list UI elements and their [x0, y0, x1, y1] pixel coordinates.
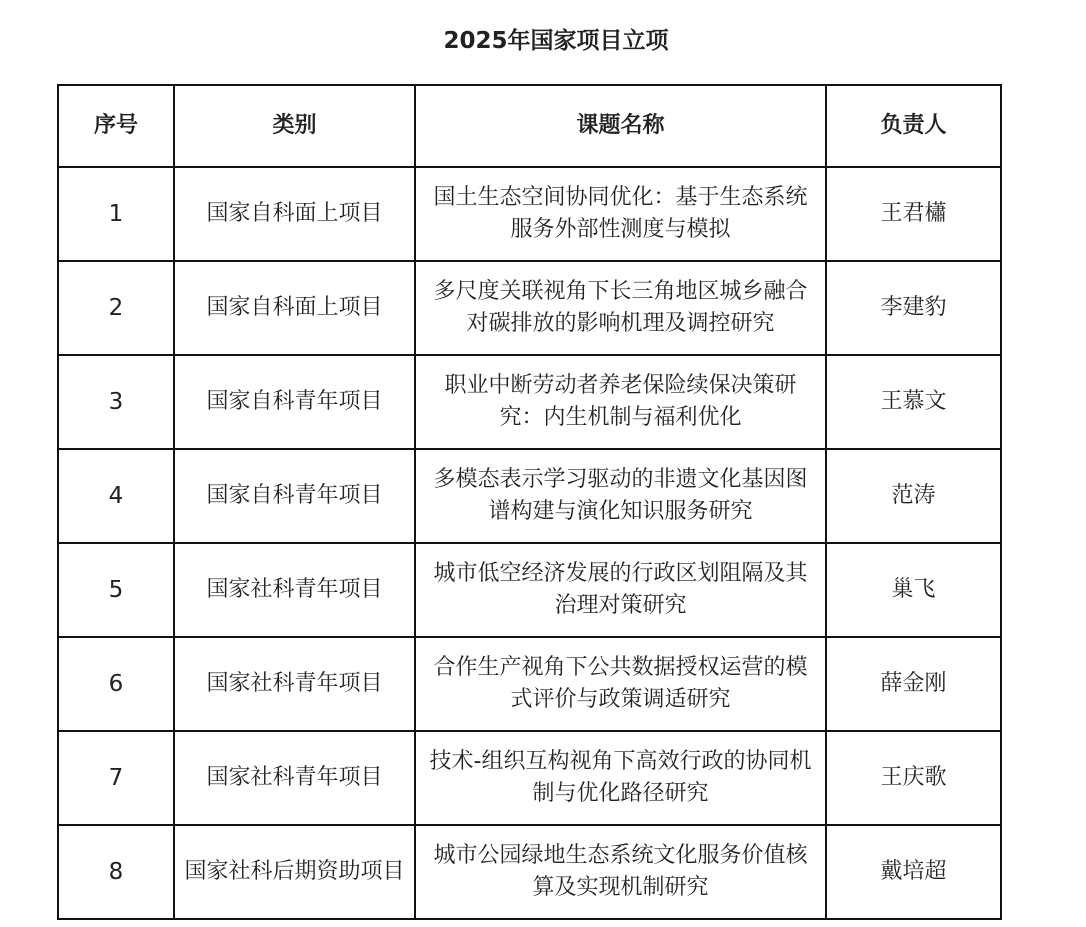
- row-leader: 王慕文: [826, 355, 1001, 449]
- table-row: [58, 167, 1001, 261]
- table-row: [58, 261, 1001, 355]
- table-row: [58, 731, 1001, 825]
- row-leader: 王庆歌: [826, 731, 1001, 825]
- table-row: [58, 825, 1001, 919]
- header-leader: 负责人: [826, 85, 1001, 167]
- row-index: 1: [58, 167, 174, 261]
- project-table: [57, 84, 1002, 920]
- row-leader: 李建豹: [826, 261, 1001, 355]
- header-category: 类别: [174, 85, 415, 167]
- row-topic: 技术-组织互构视角下高效行政的协同机制与优化路径研究: [415, 731, 826, 825]
- row-topic: 多模态表示学习驱动的非遗文化基因图谱构建与演化知识服务研究: [415, 449, 826, 543]
- row-category: 国家自科青年项目: [174, 449, 415, 543]
- header-topic: 课题名称: [415, 85, 826, 167]
- row-index: 8: [58, 825, 174, 919]
- row-index: 2: [58, 261, 174, 355]
- row-category: 国家自科面上项目: [174, 261, 415, 355]
- row-topic: 职业中断劳动者养老保险续保决策研究：内生机制与福利优化: [415, 355, 826, 449]
- row-category: 国家自科面上项目: [174, 167, 415, 261]
- row-category: 国家社科青年项目: [174, 731, 415, 825]
- header-index: 序号: [58, 85, 174, 167]
- row-topic: 合作生产视角下公共数据授权运营的模式评价与政策调适研究: [415, 637, 826, 731]
- row-leader: 范涛: [826, 449, 1001, 543]
- row-category: 国家社科青年项目: [174, 543, 415, 637]
- row-index: 3: [58, 355, 174, 449]
- row-category: 国家社科青年项目: [174, 637, 415, 731]
- row-leader: 戴培超: [826, 825, 1001, 919]
- row-index: 7: [58, 731, 174, 825]
- row-topic: 城市公园绿地生态系统文化服务价值核算及实现机制研究: [415, 825, 826, 919]
- row-category: 国家社科后期资助项目: [174, 825, 415, 919]
- row-topic: 国土生态空间协同优化：基于生态系统服务外部性测度与模拟: [415, 167, 826, 261]
- row-topic: 城市低空经济发展的行政区划阻隔及其治理对策研究: [415, 543, 826, 637]
- table-header-row: [58, 85, 1001, 167]
- table-row: [58, 543, 1001, 637]
- row-leader: 巢飞: [826, 543, 1001, 637]
- row-index: 4: [58, 449, 174, 543]
- row-topic: 多尺度关联视角下长三角地区城乡融合对碳排放的影响机理及调控研究: [415, 261, 826, 355]
- page-title: 2025年国家项目立项: [443, 28, 669, 54]
- row-leader: 王君櫹: [826, 167, 1001, 261]
- row-index: 5: [58, 543, 174, 637]
- table-row: [58, 355, 1001, 449]
- row-index: 6: [58, 637, 174, 731]
- row-category: 国家自科青年项目: [174, 355, 415, 449]
- row-leader: 薛金刚: [826, 637, 1001, 731]
- table-row: [58, 637, 1001, 731]
- table-row: [58, 449, 1001, 543]
